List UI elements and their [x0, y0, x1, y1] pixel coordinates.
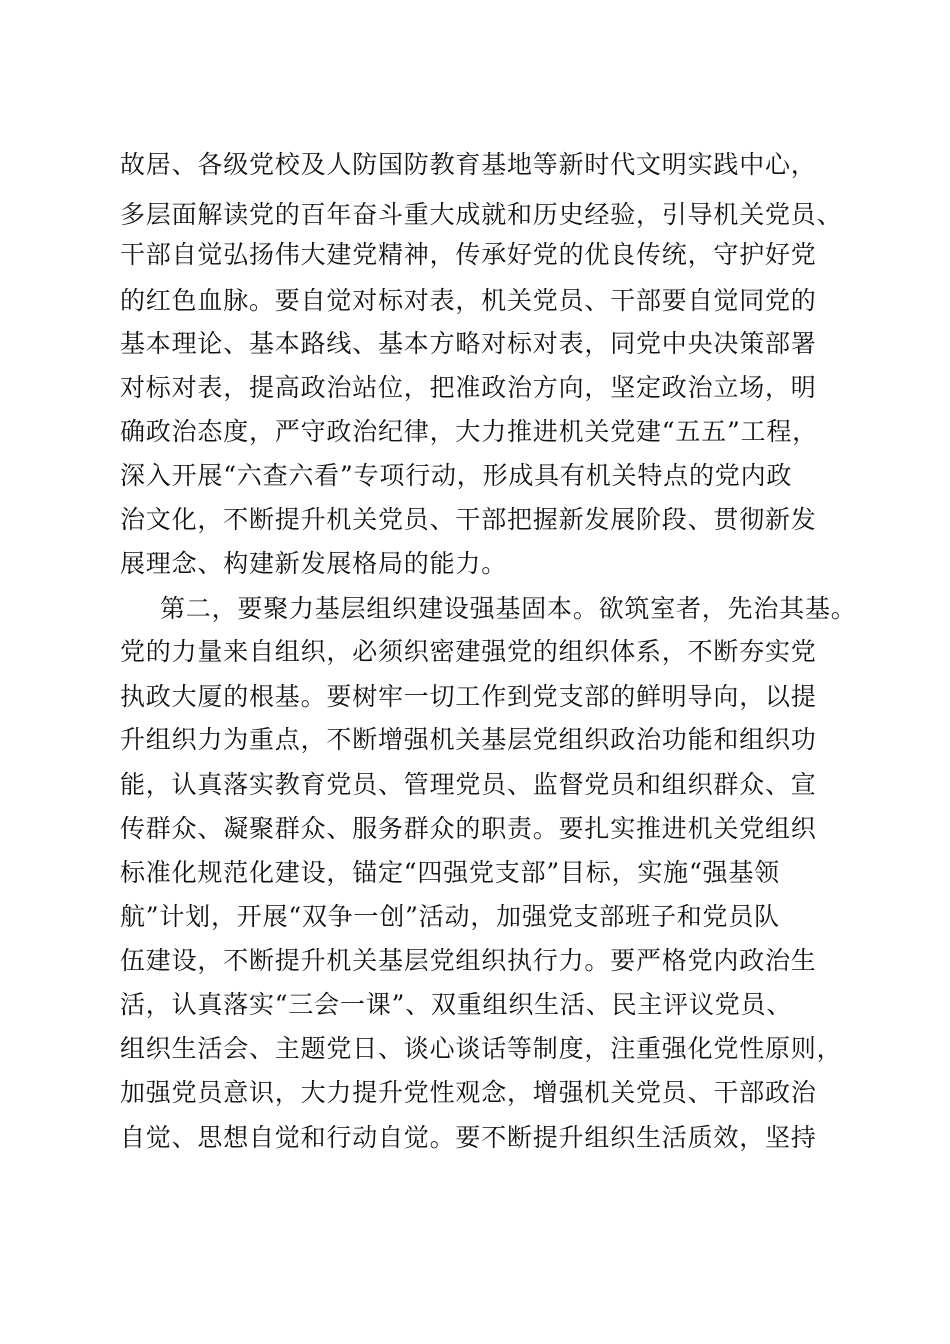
text-line: 多层面解读党的百年奋斗重大成就和历史经验，引导机关党员、 [120, 200, 843, 229]
text-line: 故居、各级党校及人防国防教育基地等新时代文明实践中心， [120, 150, 817, 179]
text-line: 标准化规范化建设，锚定“四强党支部”目标，实施“强基领 [120, 858, 780, 887]
text-line: 加强党员意识，大力提升党性观念，增强机关党员、干部政治 [120, 1078, 817, 1107]
text-line: 深入开展“六查六看”专项行动，形成具有机关特点的党内政 [120, 461, 793, 490]
text-line: 执政大厦的根基。要树牢一切工作到党支部的鲜明导向，以提 [120, 682, 817, 711]
text-line: 对标对表，提高政治站位，把准政治方向，坚定政治立场，明 [120, 373, 817, 402]
text-line: 党的力量来自组织，必须织密建强党的组织体系，不断夯实党 [120, 637, 817, 666]
text-line: 能，认真落实教育党员、管理党员、监督党员和组织群众、宣 [120, 770, 817, 799]
text-line: 活，认真落实“三会一课”、双重组织生活、民主评议党员、 [120, 990, 793, 1019]
text-line: 升组织力为重点，不断增强机关基层党组织政治功能和组织功 [120, 725, 817, 754]
text-line: 自觉、思想自觉和行动自觉。要不断提升组织生活质效，坚持 [120, 1123, 817, 1152]
text-line: 治文化，不断提升机关党员、干部把握新发展阶段、贯彻新发 [120, 505, 817, 534]
text-line: 伍建设，不断提升机关基层党组织执行力。要严格党内政治生 [120, 946, 817, 975]
text-line: 传群众、凝聚群众、服务群众的职责。要扎实推进机关党组织 [120, 814, 817, 843]
text-line: 基本理论、基本路线、基本方略对标对表，同党中央决策部署 [120, 329, 817, 358]
text-line: 组织生活会、主题党日、谈心谈话等制度，注重强化党性原则， [120, 1034, 843, 1063]
text-line: 的红色血脉。要自觉对标对表，机关党员、干部要自觉同党的 [120, 286, 817, 315]
paragraph-heading-line: 第二，要聚力基层组织建设强基固本。欲筑室者，先治其基。 [160, 594, 857, 623]
text-line: 展理念、构建新发展格局的能力。 [120, 549, 508, 578]
text-line: 航”计划，开展“双争一创”活动，加强党支部班子和党员队 [120, 902, 780, 931]
text-line: 确政治态度，严守政治纪律，大力推进机关党建“五五”工程， [120, 417, 818, 446]
text-line: 干部自觉弘扬伟大建党精神，传承好党的优良传统，守护好党 [120, 240, 817, 269]
